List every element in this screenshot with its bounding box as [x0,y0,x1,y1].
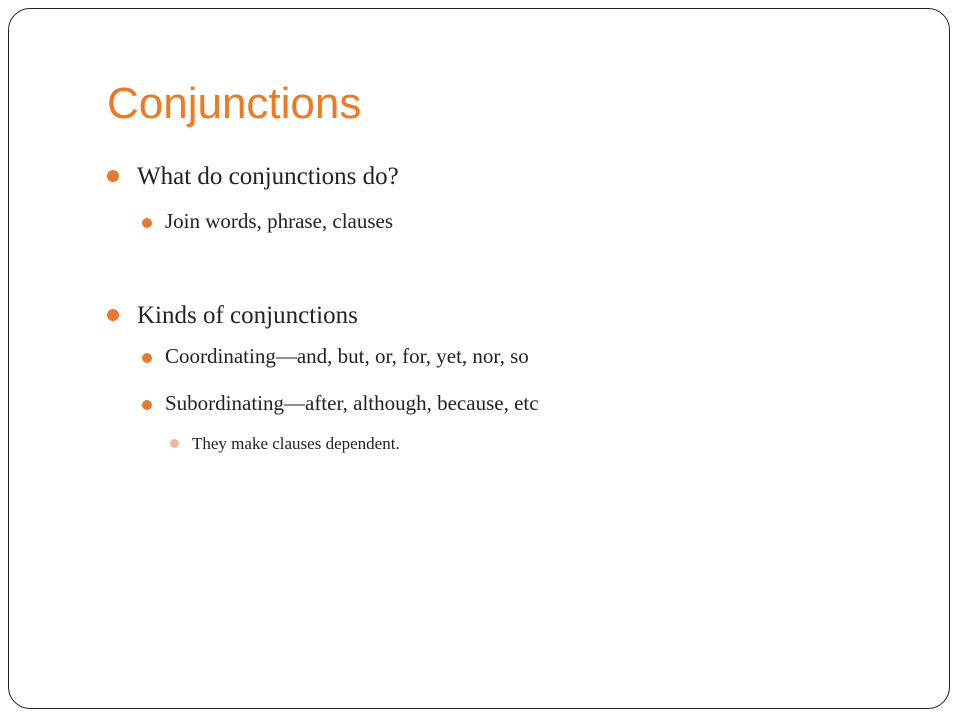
bullet-item: What do conjunctions do? [137,163,399,190]
slide-title: Conjunctions [107,79,362,128]
bullet-item: Subordinating—after, although, because, etc [165,391,539,415]
bullet-dot-icon [142,218,152,228]
bullet-dot-icon [142,353,152,363]
bullet-dot-icon [107,309,119,321]
bullet-item: Join words, phrase, clauses [165,209,394,233]
bullet-dot-icon [142,400,152,410]
bullet-item: Coordinating—and, but, or, for, yet, nor, so [165,344,529,368]
bullet-dot-icon [170,439,179,448]
bullet-item: They make clauses dependent. [192,434,400,453]
bullet-dot-icon [107,170,119,182]
bullet-item: Kinds of conjunctions [137,302,358,329]
